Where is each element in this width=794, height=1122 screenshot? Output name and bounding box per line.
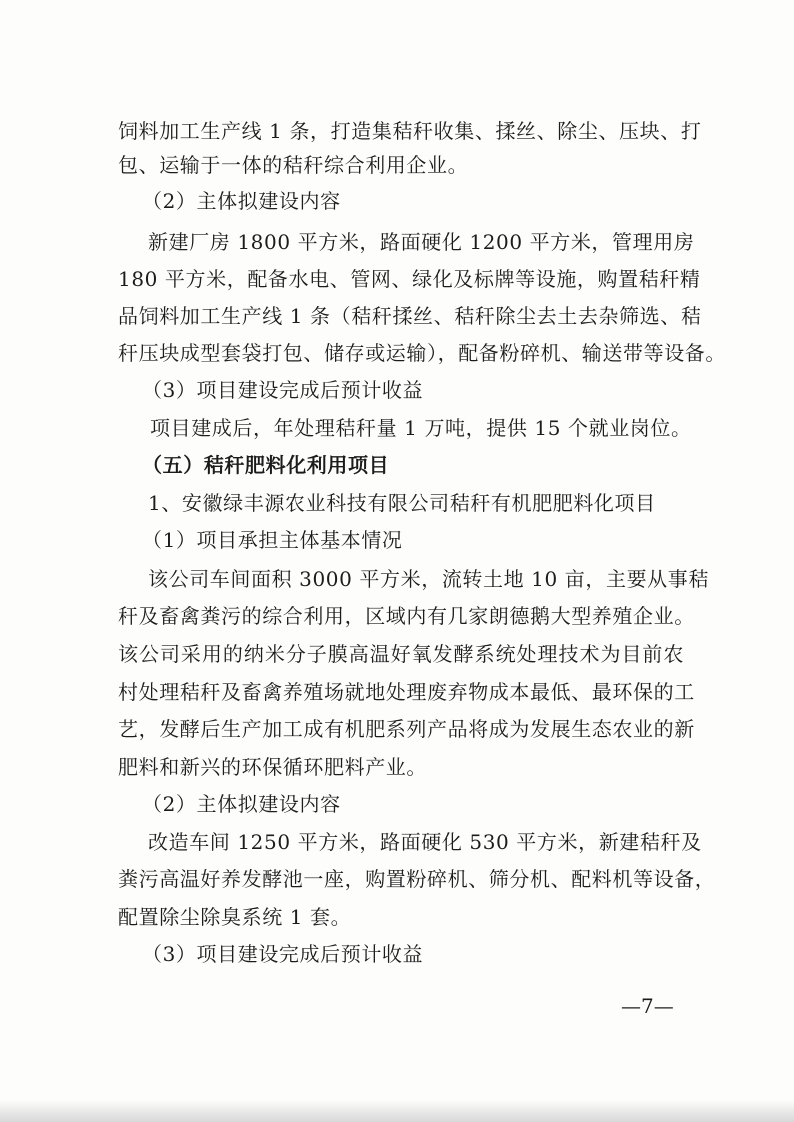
section-heading: （3）项目建设完成后预计收益 — [142, 942, 424, 966]
text-line: 艺，发酵后生产加工成有机肥系列产品将成为发展生态农业的新 — [118, 717, 695, 741]
text-line: 新建厂房 1800 平方米，路面硬化 1200 平方米，管理用房 — [148, 230, 695, 254]
section-heading: （1）项目承担主体基本情况 — [142, 528, 403, 552]
page-number: —7— — [621, 994, 674, 1018]
text-line: 项目建成后，年处理秸秆量 1 万吨，提供 15 个就业岗位。 — [150, 416, 692, 440]
text-line: 秆及畜禽粪污的综合利用，区域内有几家朗德鹅大型养殖企业。 — [118, 604, 695, 628]
scan-bottom-edge — [0, 1100, 794, 1122]
section-heading: （2）主体拟建设内容 — [142, 189, 341, 213]
section-heading: （2）主体拟建设内容 — [142, 792, 341, 816]
text-line: 饲料加工生产线 1 条，打造集秸秆收集、揉丝、除尘、压块、打 — [118, 119, 702, 143]
text-line: 秆压块成型套袋打包、储存或运输），配备粉碎机、输送带等设备。 — [118, 341, 726, 365]
text-line: 该公司车间面积 3000 平方米，流转土地 10 亩，主要从事秸 — [148, 567, 709, 591]
text-line: 村处理秸秆及畜禽养殖场就地处理废弃物成本最低、最环保的工 — [118, 680, 695, 704]
text-line: 粪污高温好养发酵池一座，购置粉碎机、筛分机、配料机等设备， — [118, 867, 716, 891]
text-line: 包、运输于一体的秸秆综合利用企业。 — [118, 153, 469, 177]
text-line: 改造车间 1250 平方米，路面硬化 530 平方米，新建秸秆及 — [148, 830, 702, 854]
text-line: 肥料和新兴的环保循环肥料产业。 — [118, 755, 427, 779]
text-line: 品饲料加工生产线 1 条（秸秆揉丝、秸秆除尘去土去杂筛选、秸 — [118, 304, 702, 328]
text-line: 配置除尘除臭系统 1 套。 — [118, 905, 352, 929]
section-heading: （3）项目建设完成后预计收益 — [142, 378, 424, 402]
chapter-heading: （五）秸秆肥料化利用项目 — [142, 453, 390, 477]
text-line: 180 平方米，配备水电、管网、绿化及标牌等设施，购置秸秆精 — [118, 267, 701, 291]
project-title: 1、安徽绿丰源农业科技有限公司秸秆有机肥肥料化项目 — [148, 491, 656, 515]
text-line: 该公司采用的纳米分子膜高温好氧发酵系统处理技术为目前农 — [118, 642, 684, 666]
